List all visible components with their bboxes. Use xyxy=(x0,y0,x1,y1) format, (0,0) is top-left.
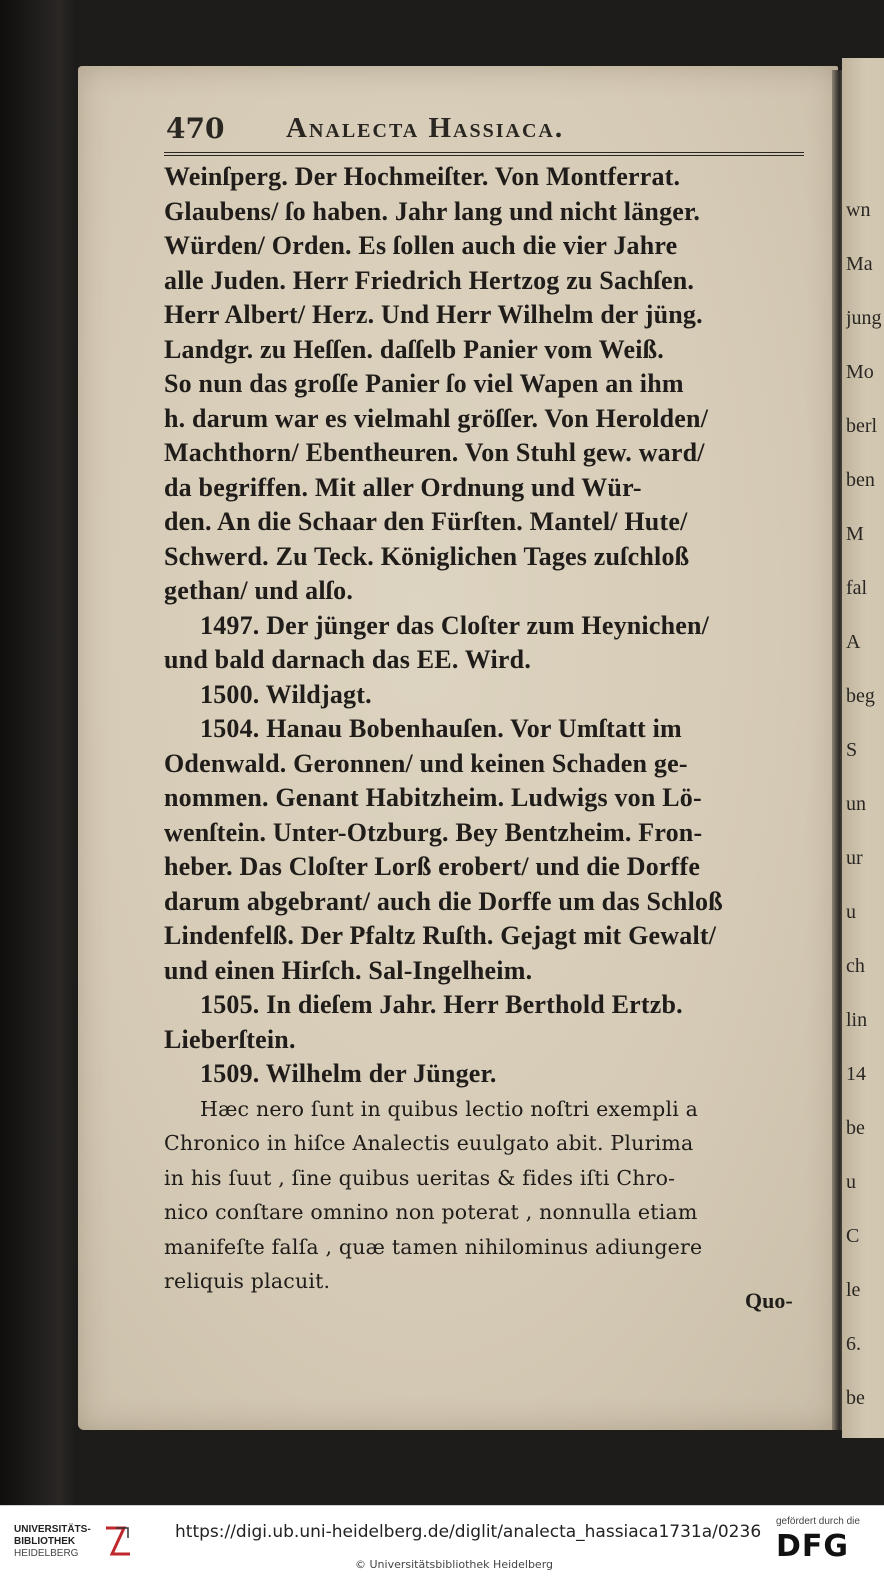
margin-fragment: un xyxy=(846,793,866,815)
text-line: Glaubens/ ſo haben. Jahr lang und nicht länger. xyxy=(164,196,701,226)
text-line: Odenwald. Geronnen/ und keinen Schaden ge- xyxy=(164,748,688,778)
text-line: heber. Das Cloſter Lorß erobert/ und die Dorffe xyxy=(164,852,701,881)
text-line: 1509. Wilhelm der Jünger. xyxy=(200,1059,497,1088)
margin-fragment: beg xyxy=(846,685,875,707)
text-line: in his ſuut , ſine quibus ueritas & fides iſti Chro- xyxy=(164,1165,676,1190)
margin-fragment: A xyxy=(846,631,861,653)
library-seal-icon xyxy=(102,1524,134,1558)
dfg-logo: DFG xyxy=(776,1529,850,1564)
margin-fragment: le xyxy=(846,1279,861,1301)
text-line: 1505. In dieſem Jahr. Herr Berthold Ertzb. xyxy=(200,990,683,1019)
margin-fragment: be xyxy=(846,1117,865,1139)
margin-fragment: M xyxy=(846,523,864,545)
text-line: 1497. Der jünger das Cloſter zum Heynichen/ xyxy=(200,610,710,640)
text-line: Landgr. zu Heſſen. daſſelb Panier vom Weiß. xyxy=(164,334,665,364)
margin-fragment: 14 xyxy=(846,1063,866,1085)
margin-fragment: jung xyxy=(846,307,882,329)
margin-fragment: be xyxy=(846,1387,865,1409)
library-logo[interactable] xyxy=(14,1524,154,1574)
funder-label: gefördert durch die xyxy=(776,1516,860,1527)
margin-fragment: S xyxy=(846,739,858,761)
text-line: So nun das groſſe Panier ſo viel Wapen an ihm xyxy=(164,369,684,398)
german-text-block xyxy=(164,160,814,1092)
logo-line-2: BIBLIOTHEK xyxy=(14,1536,76,1547)
text-line: und einen Hirſch. Sal-Ingelheim. xyxy=(164,955,533,985)
margin-fragment: ch xyxy=(846,955,865,977)
text-line: darum abgebrant/ auch die Dorffe um das Schloß xyxy=(164,886,723,916)
text-line: Machthorn/ Ebentheuren. Von Stuhl gew. ward/ xyxy=(164,438,705,467)
margin-fragment: ur xyxy=(846,847,863,869)
margin-fragment: u xyxy=(846,1171,856,1193)
text-line: alle Juden. Herr Friedrich Hertzog zu Sachſen. xyxy=(164,265,695,295)
text-line: wenſtein. Unter-Otzburg. Bey Bentzheim. Fron- xyxy=(164,817,703,847)
margin-fragment: ben xyxy=(846,469,875,491)
funder-block[interactable] xyxy=(776,1516,876,1580)
copyright-notice: © Universitätsbibliothek Heidelberg xyxy=(355,1558,554,1571)
catchword: Quo- xyxy=(745,1288,793,1313)
text-line: nico conſtare omnino non poterat , nonnulla etiam xyxy=(164,1200,698,1224)
margin-fragment: wn xyxy=(846,199,871,221)
margin-fragment: 6. xyxy=(846,1333,861,1355)
text-line: Würden/ Orden. Es ſollen auch die vier Jahre xyxy=(164,231,678,260)
text-line: da begriffen. Mit aller Ordnung und Wür- xyxy=(164,472,642,502)
body-text xyxy=(164,160,814,1299)
text-line: Weinſperg. Der Hochmeiſter. Von Montferrat. xyxy=(164,162,681,191)
margin-fragment: u xyxy=(846,901,856,923)
text-line: nommen. Genant Habitzheim. Ludwigs von Lö- xyxy=(164,783,702,812)
text-line: h. darum war es vielmahl gröſſer. Von Herolden/ xyxy=(164,403,709,433)
latin-text-block xyxy=(164,1092,814,1299)
margin-fragment: Mo xyxy=(846,361,874,383)
text-line: 1504. Hanau Bobenhauſen. Vor Umſtatt im xyxy=(200,714,682,743)
margin-fragment: C xyxy=(846,1225,860,1247)
text-line: 1500. Wildjagt. xyxy=(200,679,372,709)
margin-fragment: lin xyxy=(846,1009,868,1031)
text-line: Lindenfelß. Der Pfaltz Ruſth. Gejagt mit Gewalt/ xyxy=(164,921,717,950)
margin-fragment: Ma xyxy=(846,253,873,275)
document-url[interactable]: https://digi.ub.uni-heidelberg.de/diglit/analecta_hassiaca1731a/0236 xyxy=(175,1522,762,1542)
text-line: und bald darnach das EE. Wird. xyxy=(164,645,532,674)
text-line: Schwerd. Zu Teck. Königlichen Tages zuſchloß xyxy=(164,541,690,571)
text-line: reliquis placuit. xyxy=(164,1269,331,1293)
text-line: Chronico in hiſce Analectis euulgato abit. Plurima xyxy=(164,1131,694,1155)
text-line: den. An die Schaar den Fürſten. Mantel/ Hute/ xyxy=(164,507,688,536)
header-rule xyxy=(164,152,804,156)
margin-fragment: berl xyxy=(846,415,878,437)
text-line: gethan/ und alſo. xyxy=(164,576,354,605)
text-line: manifeſte falſa , quæ tamen nihilominus adiungere xyxy=(164,1234,703,1259)
text-line: Herr Albert/ Herz. Und Herr Wilhelm der jüng. xyxy=(164,300,703,329)
text-line: Hæc nero ſunt in quibus lectio noſtri exempli a xyxy=(200,1096,699,1121)
text-line: Lieberſtein. xyxy=(164,1024,296,1054)
margin-fragment: fal xyxy=(846,577,868,599)
viewer-footer xyxy=(0,1505,884,1587)
running-title: Analecta Hassiaca. xyxy=(286,112,565,144)
facing-page-fragments xyxy=(846,195,884,1437)
page-header xyxy=(166,110,806,150)
logo-line-1: UNIVERSITÄTS- xyxy=(14,1524,91,1535)
page-number: 470 xyxy=(166,112,225,145)
logo-line-3: HEIDELBERG xyxy=(14,1548,79,1559)
